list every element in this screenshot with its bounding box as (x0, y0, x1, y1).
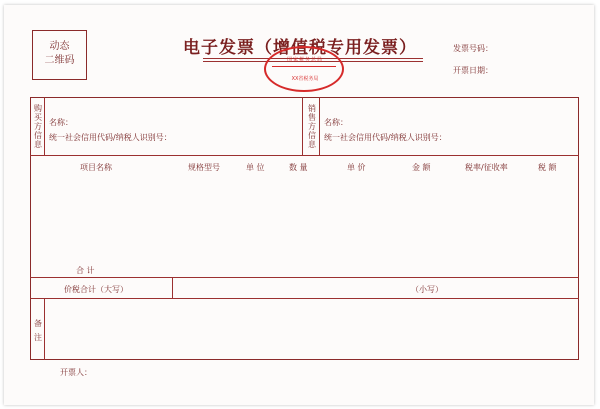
seal-text-bottom: XX省税务局 (291, 76, 319, 82)
invoice-number-label: 发票号码： (453, 44, 493, 53)
party-section-bottom-line (30, 155, 579, 156)
column-header-quantity: 数 量 (289, 163, 308, 172)
column-header-amount: 金 额 (412, 163, 431, 172)
column-header-tax-rate: 税率/征收率 (465, 163, 508, 172)
buyer-seller-divider (302, 97, 303, 155)
invoice-drawer-label: 开票人： (60, 368, 92, 377)
column-header-spec: 规格型号 (188, 163, 220, 172)
total-in-figures-label: （小写） (411, 285, 443, 294)
seller-side-label: 销 售 方 信 息 (308, 104, 316, 149)
buyer-side-divider (44, 97, 45, 155)
seller-side-divider (319, 97, 320, 155)
total-in-words-label: 价税合计（大写） (64, 285, 128, 294)
buyer-tax-id-label: 统一社会信用代码/纳税人识别号： (49, 133, 172, 142)
invoice-title: 电子发票（增值税专用发票） (183, 38, 417, 58)
column-header-unit-price: 单 价 (347, 163, 366, 172)
tax-seal-stamp (264, 46, 344, 92)
qr-label-line1: 动态 (49, 41, 70, 52)
seller-tax-id-label: 统一社会信用代码/纳税人识别号： (324, 133, 447, 142)
column-header-unit: 单 位 (246, 163, 265, 172)
buyer-name-label: 名称： (49, 118, 73, 127)
issue-date-label: 开票日期： (453, 66, 493, 75)
seal-divider (272, 66, 336, 67)
total-row-bottom-line (30, 277, 579, 278)
total-words-divider (172, 277, 173, 298)
qr-code-placeholder (32, 30, 87, 80)
remarks-label: 备 注 (34, 319, 42, 342)
seller-name-label: 名称： (324, 118, 348, 127)
remarks-side-divider (44, 298, 45, 360)
seal-text-top: 国家税务总局 (286, 57, 323, 63)
total-label: 合 计 (76, 266, 95, 275)
buyer-side-label: 购 买 方 信 息 (34, 104, 42, 149)
qr-label-line2: 二维码 (44, 55, 75, 66)
remarks-top-line (30, 298, 579, 299)
column-header-item-name: 项目名称 (80, 163, 112, 172)
column-header-tax-amount: 税 额 (538, 163, 557, 172)
